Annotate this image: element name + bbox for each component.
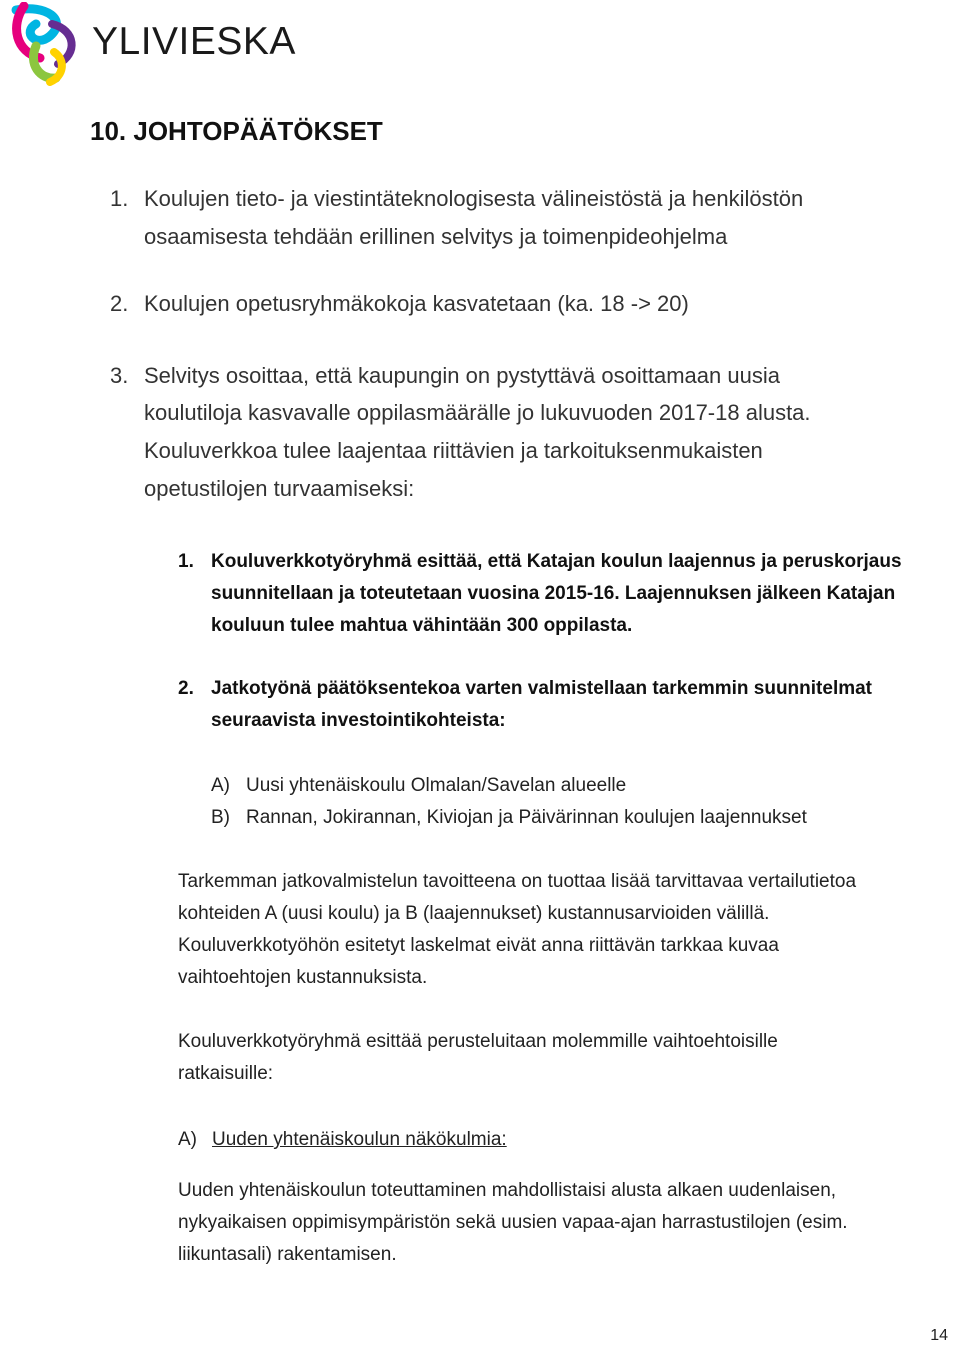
paragraph-line: ratkaisuille: (178, 1063, 274, 1084)
list-item-line: koulutiloja kasvavalle oppilasmäärälle jo lukuvuoden 2017-18 alusta. (144, 400, 811, 425)
list-item-line: opetustilojen turvaamiseksi: (144, 476, 415, 501)
section-heading: 10. JOHTOPÄÄTÖKSET (90, 116, 383, 146)
paragraph-line: Uuden yhtenäiskoulun toteuttaminen mahdollistaisi alusta alkaen uudenlaisen, (178, 1180, 837, 1201)
option-text: Uusi yhtenäiskoulu Olmalan/Savelan alueelle (246, 775, 627, 796)
paragraph-line: nykyaikaisen oppimisympäristön sekä uusien vapaa-ajan harrastustilojen (esim. (178, 1212, 848, 1233)
paragraph-line: vaihtoehtojen kustannuksista. (178, 967, 428, 988)
list-item-line: Kouluverkkoa tulee laajentaa riittävien ja tarkoituksenmukaisten (144, 438, 763, 463)
sublist-line: Kouluverkkotyöryhmä esittää, että Katajan koulun laajennus ja peruskorjaus (211, 551, 902, 572)
logo-wordmark: YLIVIESKA (92, 20, 296, 63)
sublist-line: suunnitellaan ja toteutetaan vuosina 2015-16. Laajennuksen jälkeen Katajan (211, 583, 896, 604)
sublist-line: kouluun tulee mahtua vähintään 300 oppilasta. (211, 615, 633, 636)
sublist-line: seuraavista investointikohteista: (211, 710, 506, 731)
paragraph-line: Tarkemman jatkovalmistelun tavoitteena on tuottaa lisää tarvittavaa vertailutietoa (178, 871, 857, 892)
list-item-line: osaamisesta tehdään erillinen selvitys ja toimenpideohjelma (144, 224, 728, 249)
paragraph-line: Kouluverkkotyöryhmä esittää perusteluitaan molemmille vaihtoehtoisille (178, 1031, 778, 1052)
option-text: Rannan, Jokirannan, Kiviojan ja Päivärinnan koulujen laajennukset (246, 807, 807, 828)
list-number: 1. (110, 186, 129, 211)
list-item-line: Koulujen opetusryhmäkokoja kasvatetaan (ka. 18 -> 20) (144, 291, 689, 316)
paragraph-line: Kouluverkkotyöhön esitetyt laskelmat eivät anna riittävän tarkkaa kuvaa (178, 935, 779, 956)
paragraph-line: kohteiden A (uusi koulu) ja B (laajennukset) kustannusarvioiden välillä. (178, 903, 770, 924)
subheading-letter: A) (178, 1129, 197, 1150)
list-item-line: Selvitys osoittaa, että kaupungin on pystyttävä osoittamaan uusia (144, 363, 780, 388)
option-letter: A) (211, 775, 230, 796)
list-item-line: Koulujen tieto- ja viestintäteknologisesta välineistöstä ja henkilöstön (144, 186, 804, 211)
sublist-number: 2. (178, 678, 194, 699)
list-number: 3. (110, 363, 129, 388)
option-letter: B) (211, 807, 230, 828)
ylivieska-logo (6, 2, 296, 86)
paragraph-line: liikuntasali) rakentamisen. (178, 1244, 397, 1265)
page-number: 14 (930, 1327, 948, 1344)
ylivieska-logo-icon (6, 2, 86, 86)
subheading-text: Uuden yhtenäiskoulun näkökulmia: (212, 1129, 507, 1150)
sublist-number: 1. (178, 551, 194, 572)
sublist-line: Jatkotyönä päätöksentekoa varten valmistellaan tarkemmin suunnitelmat (211, 678, 873, 699)
list-number: 2. (110, 291, 129, 316)
